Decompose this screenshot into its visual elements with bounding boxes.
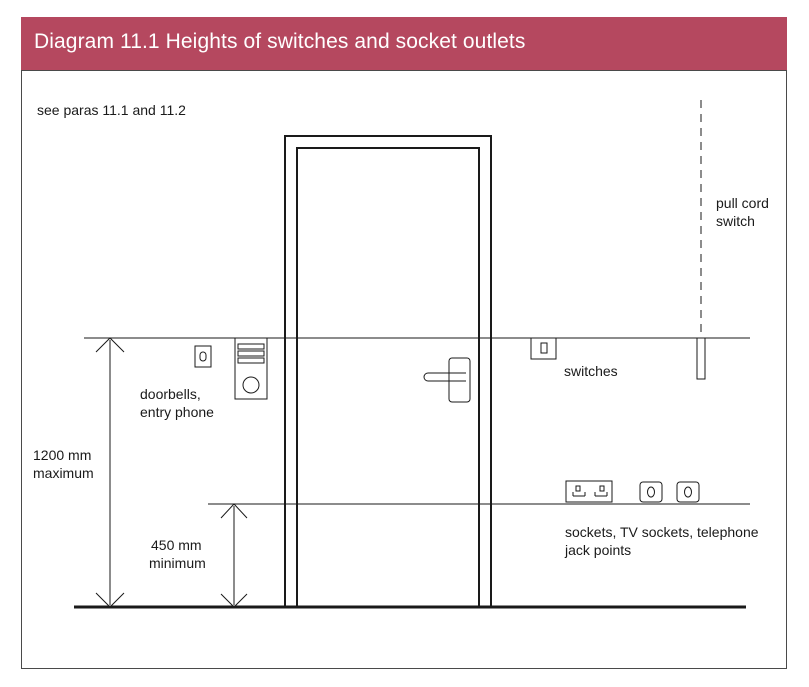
pull-cord-label-2: switch [716, 213, 755, 229]
pull-cord-handle [697, 338, 705, 379]
max-dimension-arrow [96, 338, 124, 607]
min-word-label: minimum [149, 555, 206, 571]
door-handle [424, 358, 470, 402]
light-switch-icon [531, 338, 556, 359]
switches-label: switches [564, 363, 618, 379]
entry-phone-label: entry phone [140, 404, 214, 420]
min-dimension-arrow [221, 504, 247, 607]
paragraph-reference: see paras 11.1 and 11.2 [37, 102, 186, 118]
tv-socket-icon [640, 482, 662, 502]
telephone-jack-icon [677, 482, 699, 502]
max-value-label: 1200 mm [33, 447, 92, 463]
double-socket-icon [566, 481, 612, 502]
min-value-label: 450 mm [151, 537, 202, 553]
sockets-label: sockets, TV sockets, telephone [565, 524, 759, 540]
diagram-title: Diagram 11.1 Heights of switches and socket outlets [34, 30, 526, 53]
doorbell-icon [195, 346, 211, 367]
entry-phone-icon [235, 338, 267, 399]
pull-cord-label: pull cord [716, 195, 769, 211]
max-word-label: maximum [33, 465, 94, 481]
jack-points-label: jack points [565, 542, 632, 558]
door-frame-inner [297, 148, 479, 607]
doorbells-label: doorbells, [140, 386, 201, 402]
door-frame-outer [285, 136, 491, 607]
